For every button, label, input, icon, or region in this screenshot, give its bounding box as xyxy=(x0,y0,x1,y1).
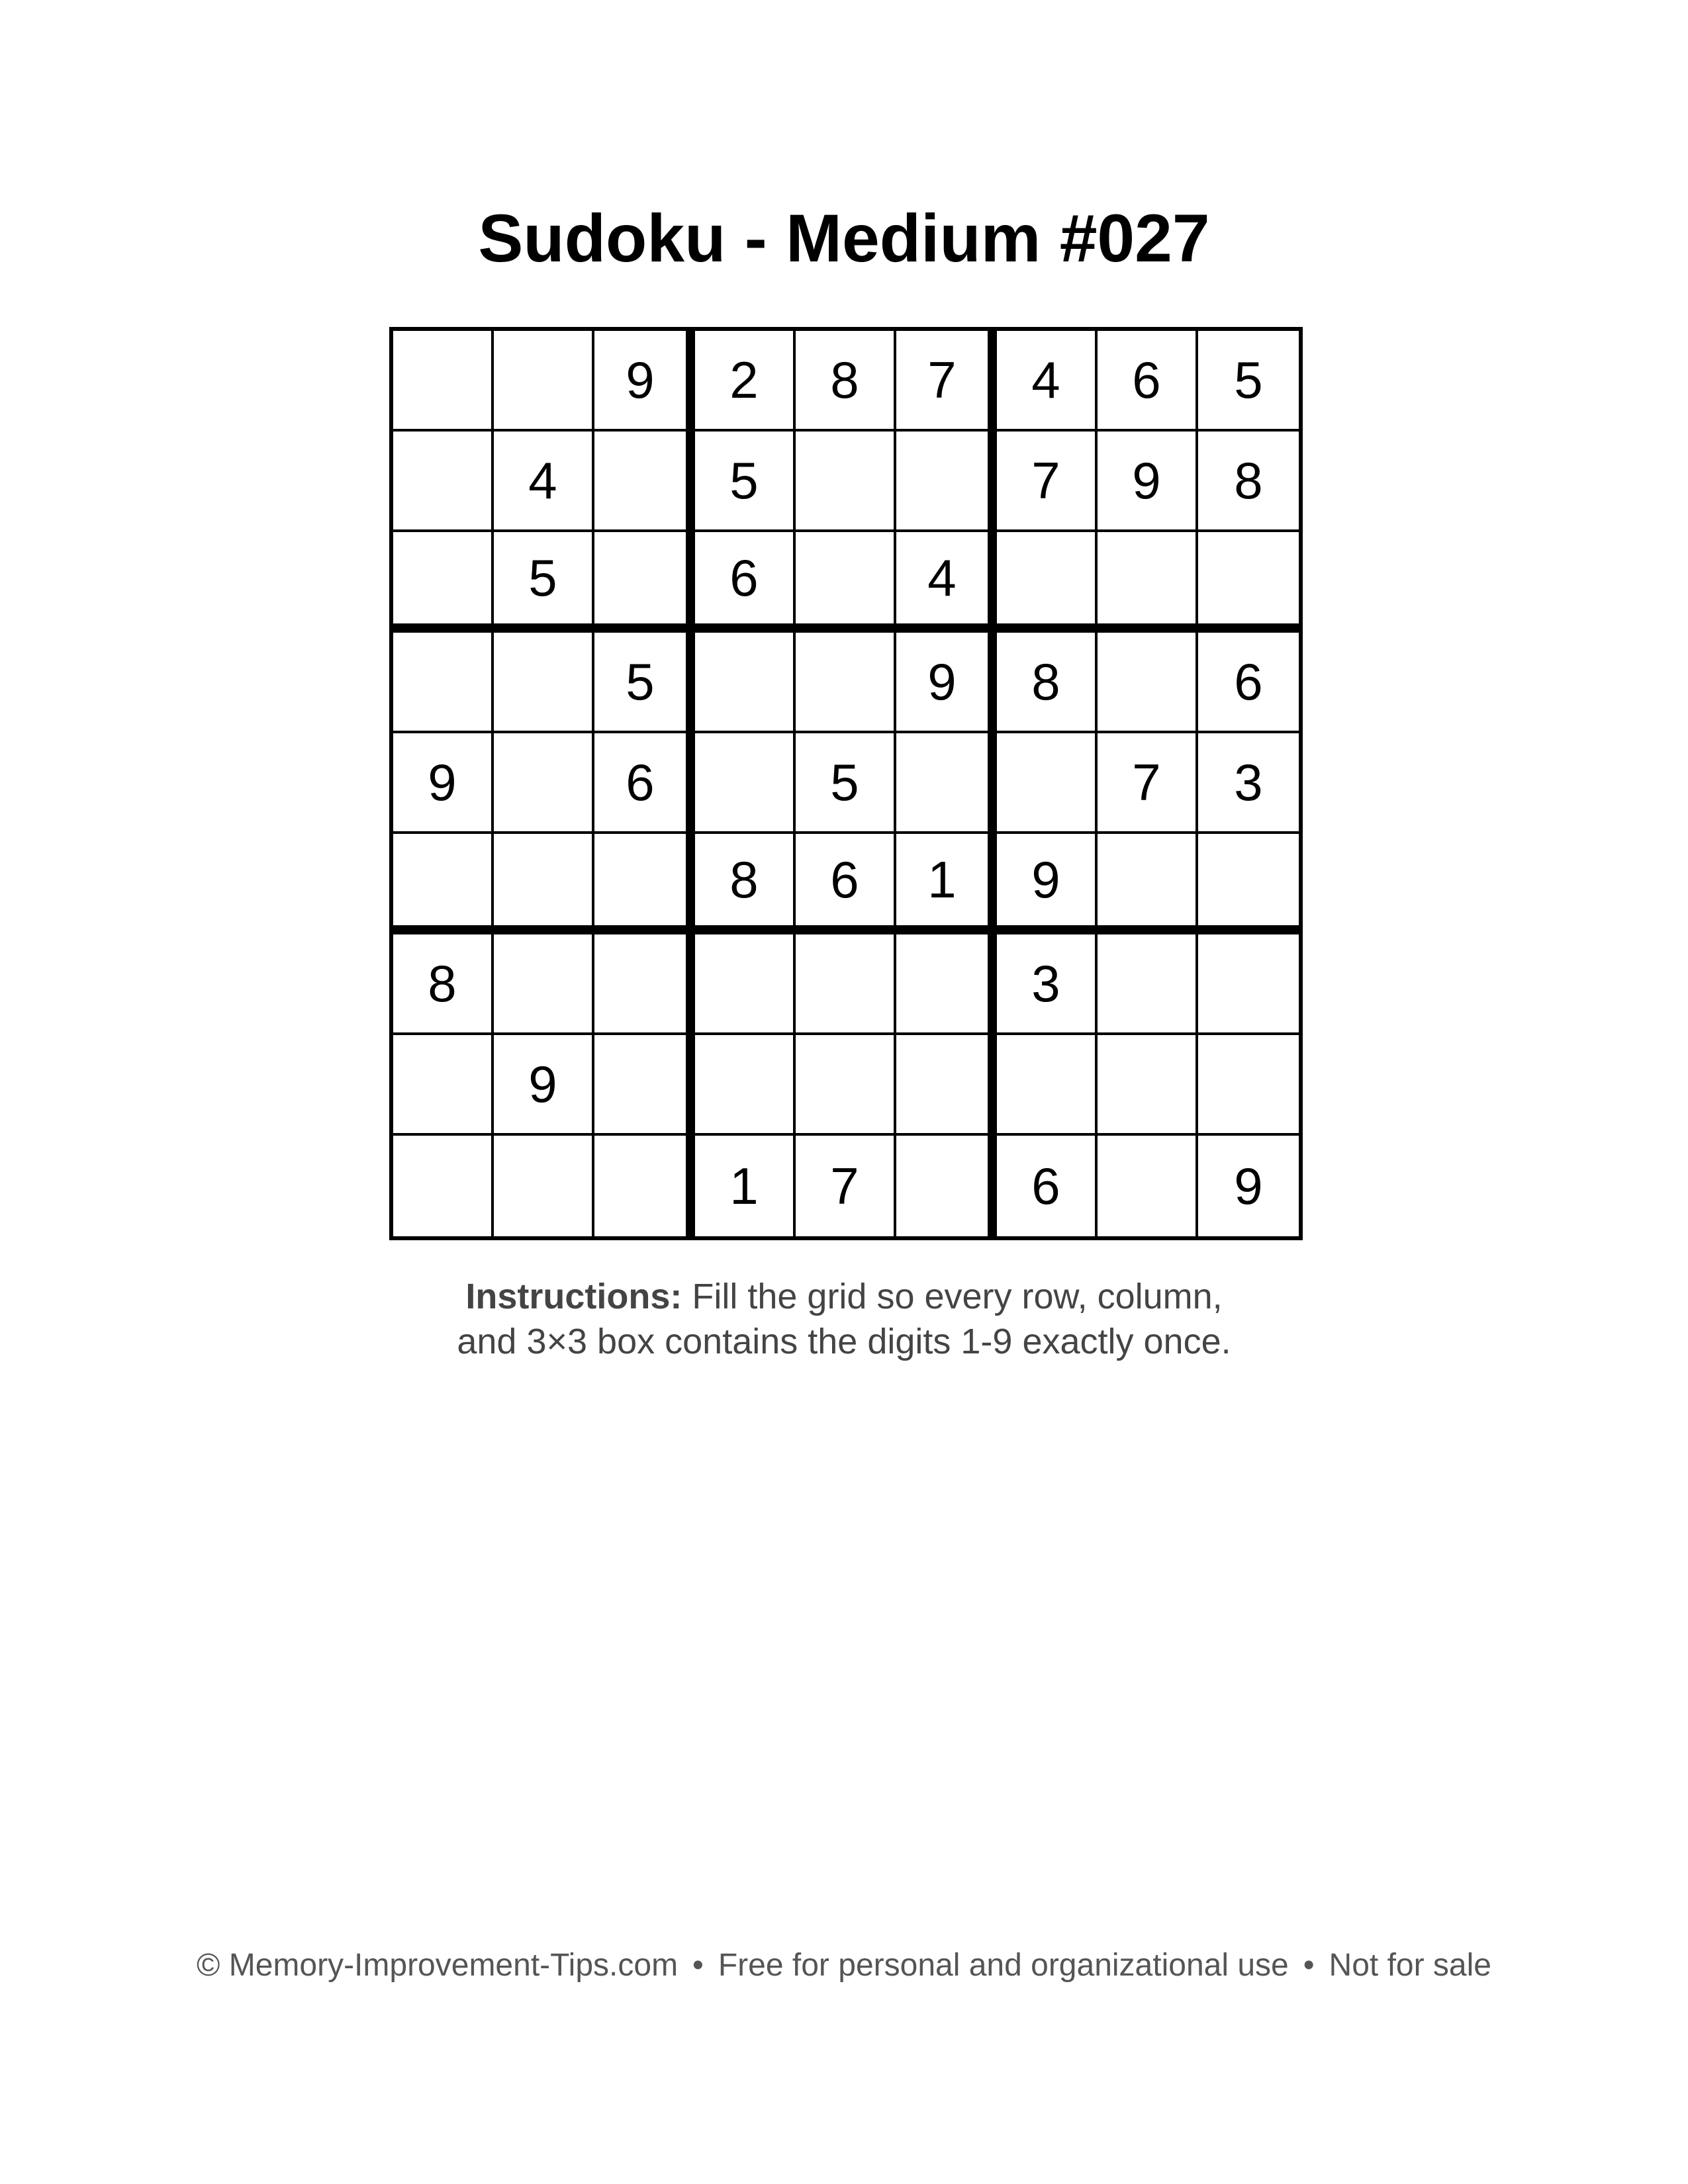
empty-cell[interactable] xyxy=(393,633,494,733)
empty-cell[interactable] xyxy=(796,633,896,733)
empty-cell[interactable] xyxy=(896,733,997,834)
empty-cell[interactable] xyxy=(1198,834,1299,934)
given-cell: 8 xyxy=(393,934,494,1035)
empty-cell[interactable] xyxy=(1098,1035,1198,1136)
empty-cell[interactable] xyxy=(494,633,594,733)
given-cell: 5 xyxy=(594,633,695,733)
empty-cell[interactable] xyxy=(594,934,695,1035)
given-cell: 6 xyxy=(796,834,896,934)
empty-cell[interactable] xyxy=(997,733,1098,834)
empty-cell[interactable] xyxy=(997,1035,1098,1136)
empty-cell[interactable] xyxy=(594,1136,695,1236)
given-cell: 6 xyxy=(695,532,796,633)
empty-cell[interactable] xyxy=(393,331,494,432)
empty-cell[interactable] xyxy=(393,1136,494,1236)
given-cell: 4 xyxy=(494,432,594,532)
empty-cell[interactable] xyxy=(796,432,896,532)
given-cell: 9 xyxy=(1098,432,1198,532)
empty-cell[interactable] xyxy=(393,432,494,532)
instructions-line-1 xyxy=(0,1274,1688,1319)
empty-cell[interactable] xyxy=(393,532,494,633)
given-cell: 8 xyxy=(997,633,1098,733)
footer-copyright: © Memory-Improvement-Tips.com xyxy=(197,1948,679,1983)
given-cell: 9 xyxy=(997,834,1098,934)
empty-cell[interactable] xyxy=(594,532,695,633)
given-cell: 9 xyxy=(1234,1156,1263,1215)
empty-cell[interactable] xyxy=(1098,934,1198,1035)
given-cell: 5 xyxy=(1198,331,1299,432)
given-cell: 8 xyxy=(695,834,796,934)
empty-cell[interactable] xyxy=(896,1136,997,1236)
given-cell: 4 xyxy=(997,331,1098,432)
empty-cell[interactable] xyxy=(1198,532,1299,633)
given-cell: 5 xyxy=(796,733,896,834)
empty-cell[interactable] xyxy=(1098,532,1198,633)
empty-cell[interactable] xyxy=(494,834,594,934)
given-cell: 8 xyxy=(796,331,896,432)
empty-cell[interactable] xyxy=(393,834,494,934)
given-cell: 6 xyxy=(1098,331,1198,432)
empty-cell[interactable] xyxy=(1098,633,1198,733)
sudoku-grid xyxy=(389,327,1303,1240)
given-cell: 7 xyxy=(1098,733,1198,834)
given-cell: 7 xyxy=(997,432,1098,532)
given-cell: 5 xyxy=(494,532,594,633)
footer xyxy=(0,1946,1688,1985)
given-cell: 3 xyxy=(1198,733,1299,834)
empty-cell[interactable] xyxy=(1198,1035,1299,1136)
given-cell: 8 xyxy=(1198,432,1299,532)
empty-cell[interactable] xyxy=(695,633,796,733)
empty-cell[interactable] xyxy=(594,432,695,532)
empty-cell[interactable] xyxy=(896,432,997,532)
footer-usage: Free for personal and organizational use xyxy=(718,1948,1289,1983)
footer-separator: • xyxy=(692,1948,704,1983)
instructions xyxy=(0,1274,1688,1364)
page-title: Sudoku - Medium #027 xyxy=(478,201,1210,276)
empty-cell[interactable] xyxy=(594,1035,695,1136)
given-cell: 3 xyxy=(997,934,1098,1035)
instructions-label: Instructions: xyxy=(465,1277,682,1316)
given-cell: 4 xyxy=(896,532,997,633)
empty-cell[interactable] xyxy=(695,934,796,1035)
empty-cell[interactable] xyxy=(393,1035,494,1136)
given-cell: 2 xyxy=(695,331,796,432)
given-cell: 1 xyxy=(896,834,997,934)
empty-cell[interactable] xyxy=(796,934,896,1035)
given-cell: 5 xyxy=(695,432,796,532)
given-cell: 9 xyxy=(896,633,997,733)
empty-cell[interactable] xyxy=(594,834,695,934)
empty-cell[interactable] xyxy=(1098,1136,1198,1236)
empty-cell[interactable] xyxy=(494,1136,594,1236)
empty-cell[interactable] xyxy=(997,532,1098,633)
empty-cell[interactable] xyxy=(896,934,997,1035)
instructions-line-2: and 3×3 box contains the digits 1-9 exactly once. xyxy=(457,1322,1231,1361)
empty-cell[interactable] xyxy=(695,1035,796,1136)
given-cell: 6 xyxy=(1198,633,1299,733)
given-cell: 7 xyxy=(896,331,997,432)
footer-not-for-sale: Not for sale xyxy=(1329,1948,1491,1983)
empty-cell[interactable] xyxy=(494,733,594,834)
given-cell: 9 xyxy=(594,331,695,432)
empty-cell[interactable] xyxy=(796,1035,896,1136)
given-cell: 9 xyxy=(393,733,494,834)
given-cell: 7 xyxy=(796,1136,896,1236)
empty-cell[interactable] xyxy=(695,733,796,834)
footer-separator: • xyxy=(1303,1948,1315,1983)
instructions-text-1: Fill the grid so every row, column, xyxy=(692,1277,1223,1316)
empty-cell[interactable] xyxy=(1198,934,1299,1035)
given-cell: 6 xyxy=(594,733,695,834)
given-cell: 9 xyxy=(494,1035,594,1136)
empty-cell[interactable] xyxy=(494,331,594,432)
empty-cell[interactable] xyxy=(796,532,896,633)
empty-cell[interactable] xyxy=(494,934,594,1035)
given-cell: 1 xyxy=(695,1136,796,1236)
given-cell: 6 xyxy=(997,1136,1098,1236)
empty-cell[interactable] xyxy=(1098,834,1198,934)
empty-cell[interactable] xyxy=(896,1035,997,1136)
